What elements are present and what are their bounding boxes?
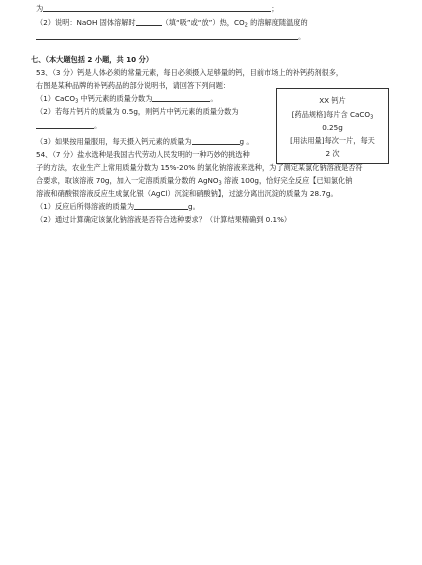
section-7-heading: 七、（本大题包括 2 小题，共 10 分） <box>31 55 154 64</box>
q54-intro-2: 子的方法，农业生产上常用质量分数为 15%-20% 的氯化钠溶液来选种，为了测定某氯化钠溶液是否符 <box>36 163 363 172</box>
label-spec: [药品规格]每片含 CaCO$_3$ <box>291 110 374 121</box>
q53-intro-1: 53、（3 分）钙是人体必须的常量元素，每日必须摄入足够量的钙，目前市场上的补钙药剂很多， <box>36 68 344 77</box>
q53-blank-3[interactable] <box>192 137 240 145</box>
q52-blank-1[interactable] <box>43 4 271 12</box>
q52-line-1: 为 ； <box>36 4 279 13</box>
q54-part-2: （2）通过计算确定该氯化钠溶液是否符合选种要求？（计算结果精确到 0.1%） <box>36 215 292 224</box>
label-usage-times: 2 次 <box>325 149 340 158</box>
q53-part-2: （2）若每片钙片的质量为 0.5g，则钙片中钙元素的质量分数为 <box>36 107 239 116</box>
label-spec-amount: 0.25g <box>322 123 343 132</box>
label-title: XX 钙片 <box>319 96 346 105</box>
q54-blank-1[interactable] <box>134 202 188 210</box>
q53-part-3: （3）如果按用量服用，每天摄入钙元素的质量为 g 。 <box>36 137 254 146</box>
label-usage: [用法用量]每次一片，每天 <box>290 136 375 145</box>
q54-intro-4: 溶液和硝酸银溶液反应生成氯化银（AgCl）沉淀和硝酸钠】，过滤分离出沉淀的质量为 28.7g。 <box>36 189 338 198</box>
q54-part-1: （1）反应后所得溶液的质量为 g。 <box>36 202 200 211</box>
q53-part-1: （1）CaCO$_3$ 中钙元素的质量分数为 。 <box>36 94 218 105</box>
q53-intro-2: 右图是某种品牌的补钙药品的部分说明书，请回答下列问题： <box>36 81 231 90</box>
q54-intro-3: 合要求，取该溶液 70g，加入一定溶质质量分数的 AgNO$_3$ 溶液 100g，恰好完全反应【已知氯化钠 <box>36 176 353 187</box>
q53-blank-2[interactable] <box>36 121 94 129</box>
q54-intro-1: 54、（7 分）盐水选种是我国古代劳动人民发明的一种巧妙的挑选种 <box>36 150 250 159</box>
medicine-label-box <box>276 88 389 164</box>
q52-blank-2[interactable] <box>136 18 162 26</box>
q53-blank-1[interactable] <box>152 94 210 102</box>
q53-part-2-answer: 。 <box>36 121 101 131</box>
q52-line-2: （2）说明：NaOH 固体溶解时 （填“吸”或“放”）热，$CO_2$ 的溶解度随温度的 <box>36 18 308 29</box>
q52-line-3: 。 <box>36 32 305 42</box>
q52-blank-3[interactable] <box>36 32 298 40</box>
